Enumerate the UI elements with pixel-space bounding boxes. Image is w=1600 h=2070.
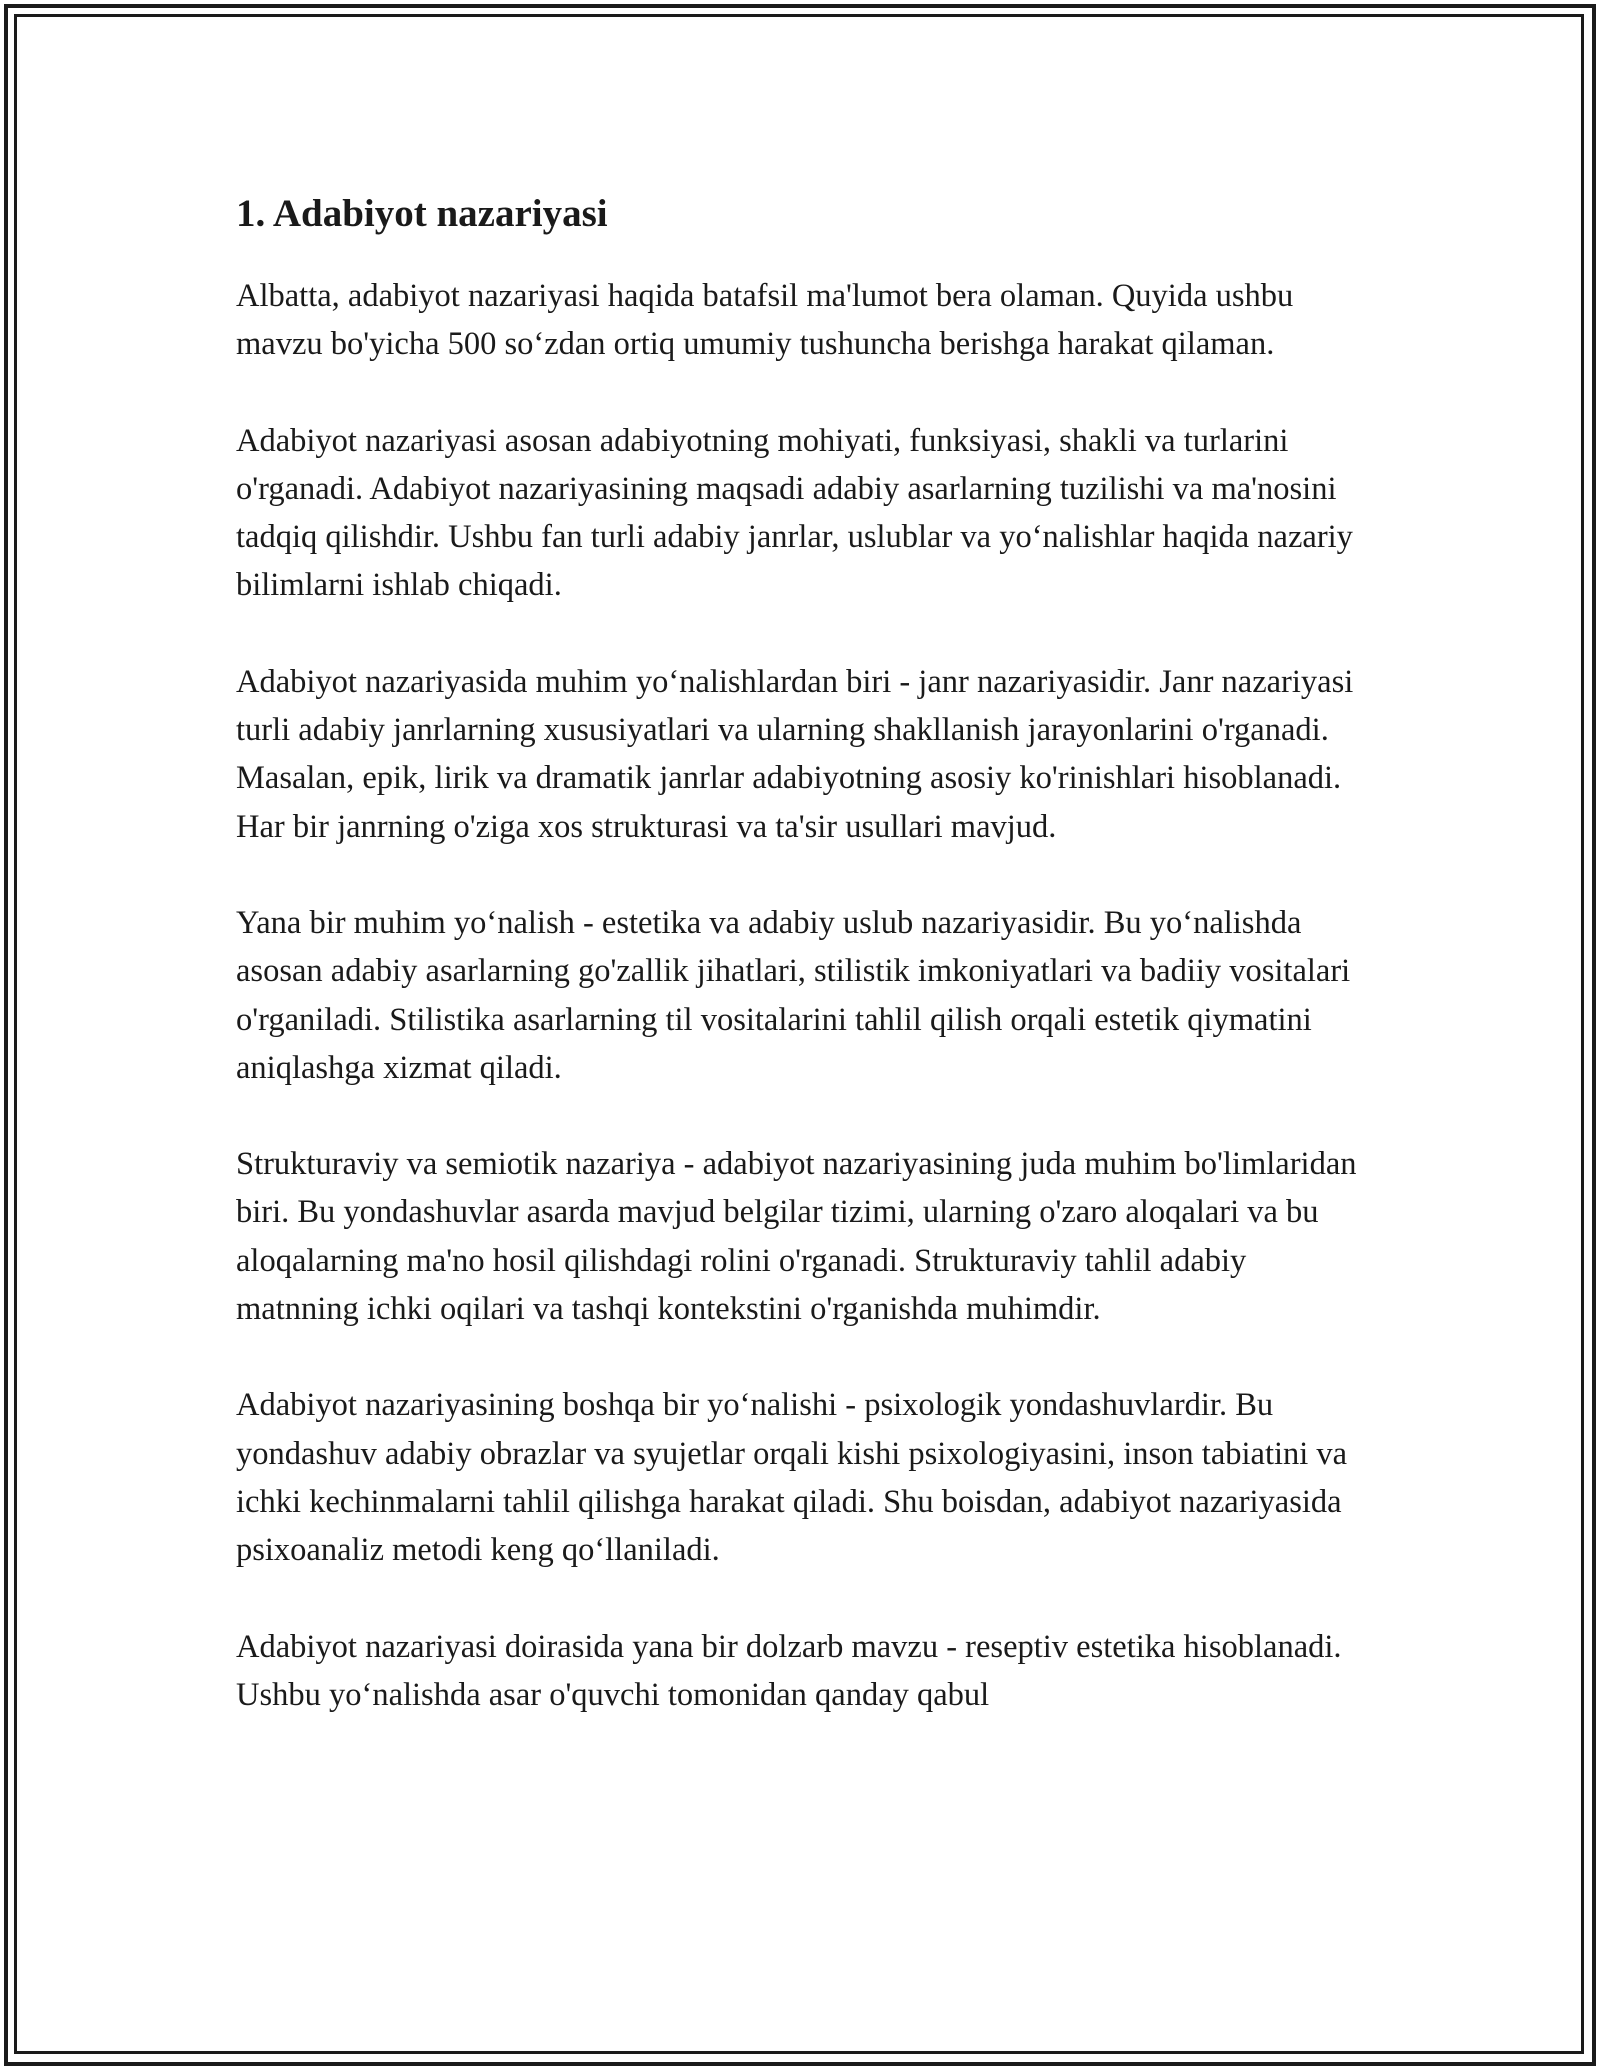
section-heading: 1. Adabiyot nazariyasi	[236, 192, 608, 235]
paragraph-3: Adabiyot nazariyasida muhim yo‘nalishlardan biri - janr nazariyasidir. Janr nazariyasi turli adabiy janrlarning xususiyatlari va ularning shakllanish jarayonlarini o'rganadi. Masalan, epik, lirik va dramatik janrlar adabiyotning asosiy ko'rinishlari hisoblanadi. Har bir janrning o'ziga xos strukturasi va ta'sir usullari mavjud.	[236, 663, 1354, 845]
document-body	[236, 186, 1366, 1767]
paragraph-6: Adabiyot nazariyasining boshqa bir yo‘nalishi - psixologik yondashuvlardir. Bu yondashuv adabiy obrazlar va syujetlar orqali kishi psixologiyasini, inson tabiatini va ichki kechinmalarni tahlil qilishga harakat qiladi. Shu boisdan, adabiyot nazariyasida psixoanaliz metodi keng qo‘llaniladi.	[236, 1387, 1348, 1569]
paragraph-5: Strukturaviy va semiotik nazariya - adabiyot nazariyasining juda muhim bo'limlaridan biri. Bu yondashuvlar asarda mavjud belgilar tizimi, ularning o'zaro aloqalari va bu aloqalarning ma'no hosil qilishdagi rolini o'rganadi. Strukturaviy tahlil adabiy matnning ichki oqilari va tashqi kontekstini o'rganishda muhimdir.	[236, 1146, 1357, 1328]
paragraph-2: Adabiyot nazariyasi asosan adabiyotning mohiyati, funksiyasi, shakli va turlarini o'rganadi. Adabiyot nazariyasining maqsadi adabiy asarlarning tuzilishi va ma'nosini tadqiq qilishdir. Ushbu fan turli adabiy janrlar, uslublar va yo‘nalishlar haqida nazariy bilimlarni ishlab chiqadi.	[236, 422, 1353, 604]
paragraph-4: Yana bir muhim yo‘nalish - estetika va adabiy uslub nazariyasidir. Bu yo‘nalishda asosan adabiy asarlarning go'zallik jihatlari, stilistik imkoniyatlari va badiiy vositalari o'rganiladi. Stilistika asarlarning til vositalarini tahlil qilish orqali estetik qiymatini aniqlashga xizmat qiladi.	[236, 904, 1351, 1086]
paragraph-7: Adabiyot nazariyasi doirasida yana bir dolzarb mavzu - reseptiv estetika hisoblanadi. Ushbu yo‘nalishda asar o'quvchi tomonidan qanday qabul	[236, 1628, 1342, 1713]
paragraph-1: Albatta, adabiyot nazariyasi haqida batafsil ma'lumot bera olaman. Quyida ushbu mavzu bo'yicha 500 so‘zdan ortiq umumiy tushuncha berishga harakat qilaman.	[236, 278, 1294, 363]
